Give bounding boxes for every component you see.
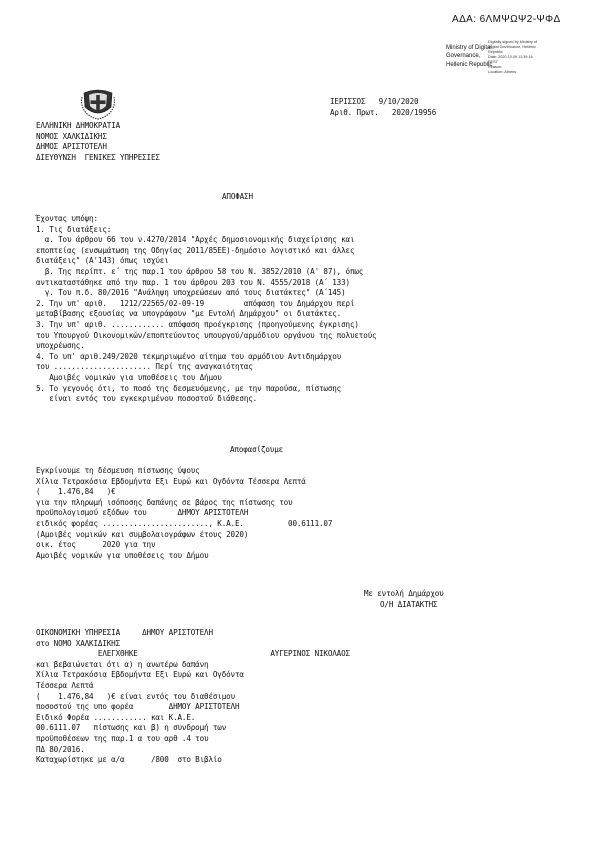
decision-line: (Αμοιβές νομικών και συμβολαιογράφων έτους 2020)	[36, 529, 249, 539]
decision-line: Αμοιβές νομικών για υποθέσεις του Δήμου	[36, 550, 209, 560]
header-place-date: ΙΕΡΙΣΣΟΣ 9/10/2020	[330, 97, 419, 106]
preamble-line: Αμοιβές νομικών για υποθέσεις του Δήμου	[36, 372, 222, 382]
ada-code: ΑΔΑ: 6ΛΜΨΩΨ2-ΨΦΔ	[452, 14, 561, 25]
preamble-line: 2. Την υπ' αριθ. 1212/22565/02-09-19 απόφαση του Δημάρχου περί	[36, 298, 355, 308]
decision-line: για την πληρωμή ισόποσης δαπάνης σε βάρος της πίστωσης του	[36, 497, 293, 507]
signature-stamp-line: Date: 2020.10.09 11:39:16	[488, 55, 533, 59]
finance-line: ΠΔ 80/2016.	[36, 744, 85, 754]
preamble-line: αντικαταστάθηκε από την παρ. 1 του άρθρου 203 του Ν. 4555/2018 (Α΄ 133)	[36, 277, 350, 287]
preamble-line: β. Της περίπτ. ε΄ της παρ.1 του άρθρου 58 του Ν. 3852/2010 (Α' 87), όπως	[36, 266, 364, 276]
signature-stamp-line: Location: Athens	[488, 70, 517, 74]
finance-line: προϋποθέσεων της παρ.1 α του αρθ .4 του	[36, 733, 209, 743]
finance-line: και βεβαιώνεται ότι α) η ανωτέρω δαπάνη	[36, 659, 209, 669]
preamble-line: μεταβίβασης εξουσίας να υπογράφουν "με Εντολή Δημάρχου" οι διατάκτες.	[36, 309, 342, 319]
signature-ministry-line: Governance,	[446, 53, 481, 60]
signature-ministry	[446, 44, 492, 69]
greek-coat-of-arms-icon	[80, 85, 116, 121]
document-title: ΑΠΟΦΑΣΗ	[222, 192, 253, 201]
preamble-line: είναι εντός του εγκεκριμένου ποσοστού διάθεσης.	[36, 394, 258, 404]
order-line-1: Με εντολή Δημάρχου	[364, 589, 444, 598]
signature-ministry-line: Ministry of Digital	[446, 45, 492, 51]
preamble-line: υποχρέωσης.	[36, 341, 85, 351]
preamble-line: Έχοντας υπόψη:	[36, 214, 98, 223]
decision-line: ειδικός φορέας ........................, Κ.Α.Ε. 00.6111.07	[36, 518, 333, 528]
signature-stamp-line: Reason:	[488, 65, 503, 69]
finance-line: Τέσσερα Λεπτά	[36, 680, 94, 690]
decision-line: ( 1.476,84 )€	[36, 487, 116, 497]
decision-line: προϋπολογισμού εξόδων του ΔΗΜΟΥ ΑΡΙΣΤΟΤΕΛΗ	[36, 508, 249, 518]
preamble	[36, 214, 376, 405]
signature-stamp-line: Republic	[488, 50, 503, 54]
finance-line: ποσοστού της υπο φορέα ΔΗΜΟΥ ΑΡΙΣΤΟΤΕΛΗ	[36, 702, 240, 712]
issuer-line: ΔΗΜΟΣ ΑΡΙΣΤΟΤΕΛΗ	[36, 142, 107, 152]
preamble-line: 5. Το γεγονός ότι, το ποσό της δεσμευόμενης, με την παρούσα, πίστωσης	[36, 383, 342, 393]
preamble-line: 1. Τις διατάξεις:	[36, 224, 112, 234]
finance-service-block	[36, 628, 350, 766]
preamble-line: εποπτείας (ενσωμάτωση της Οδηγίας 2011/85ΕΕ)-δημόσιο λογιστικό και άλλες	[36, 245, 355, 255]
preamble-line: διατάξεις" (Α'143) όπως ισχύει	[36, 256, 169, 266]
finance-line: 00.6111.07 πίστωσης και β) η συνδρομή των	[36, 723, 227, 733]
issuer-line: ΝΟΜΟΣ ΧΑΛΚΙΔΙΚΗΣ	[36, 131, 107, 141]
issuer-block	[36, 121, 160, 163]
signature-stamp-line: EEST	[488, 60, 498, 64]
finance-line: ΟΙΚΟΝΟΜΙΚΗ ΥΠΗΡΕΣΙΑ ΔΗΜΟΥ ΑΡΙΣΤΟΤΕΛΗ	[36, 628, 213, 637]
preamble-line: 3. Την υπ' αριθ. ............ απόφαση προέγκρισης (προηγούμενης έγκρισης)	[36, 319, 359, 329]
preamble-line: γ. Του π.δ. 80/2016 "Ανάληψη υποχρεώσεων από τους διατάκτες" (Α΄145)	[36, 288, 346, 298]
decide-heading: Αποφασίζουμε	[230, 445, 284, 454]
signature-stamp-line: Digitally signed by Ministry of	[488, 40, 537, 44]
decision-line: Χίλια Τετρακόσια Εβδομήντα Εξι Ευρώ και Ογδόντα Τέσσερα Λεπτά	[36, 476, 306, 486]
finance-line: Καταχωρίστηκε με α/α /800 στο Βιβλίο	[36, 755, 222, 765]
issuer-line: ΔΙΕΥΘΥΝΣΗ ΓΕΝΙΚΕΣ ΥΠΗΡΕΣΙΕΣ	[36, 152, 160, 162]
preamble-line: 4. Το υπ' αριθ.249/2020 τεκμηριωμένο αίτημα του αρμόδιου Αντιδημάρχου	[36, 351, 342, 361]
signature-stamp-line: Digital Governance, Hellenic	[488, 45, 536, 49]
order-line-2: Ο/Η ΔΙΑΤΑΚΤΗΣ	[380, 600, 438, 609]
finance-line: στο ΝΟΜΟ ΧΑΛΚΙΔΙΚΗΣ	[36, 638, 121, 648]
finance-line: Ειδικό Φορέα ............ και Κ.Α.Ε.	[36, 712, 196, 722]
issuer-line: ΕΛΛΗΝΙΚΗ ΔΗΜΟΚΡΑΤΙΑ	[36, 121, 121, 130]
digital-signature-stamp	[488, 40, 550, 75]
finance-line: Χίλια Τετρακόσια Εβδομήντα Εξι Ευρώ και Ογδόντα	[36, 670, 244, 680]
preamble-line: του Υπουργού Οικονομικών/εποπτεύοντος υπουργού/αρμόδιου οργάνου της πολυετούς	[36, 330, 377, 340]
preamble-line: του ...................... Περί της αναγκαιότητας	[36, 362, 253, 372]
decision-line: οικ. έτος 2020 για την	[36, 540, 156, 550]
finance-line: ( 1.476,84 )€ είναι εντός του διαθέσιμου	[36, 691, 235, 701]
decision-body	[36, 466, 332, 561]
finance-line: ΕΛΕΓΧΘΗΚΕ ΑΥΓΕΡΙΝΟΣ ΝΙΚΟΛΑΟΣ	[36, 649, 350, 659]
decision-line: Εγκρίνουμε τη δέσμευση πίστωσης ύψους	[36, 466, 200, 475]
header-protocol-number: Αριθ. Πρωτ. 2020/19956	[330, 108, 437, 117]
signature-ministry-line: Hellenic Republic	[446, 61, 493, 68]
preamble-line: α. Του άρθρου 66 του ν.4270/2014 "Αρχές δημοσιονομικής διαχείρισης και	[36, 235, 355, 245]
